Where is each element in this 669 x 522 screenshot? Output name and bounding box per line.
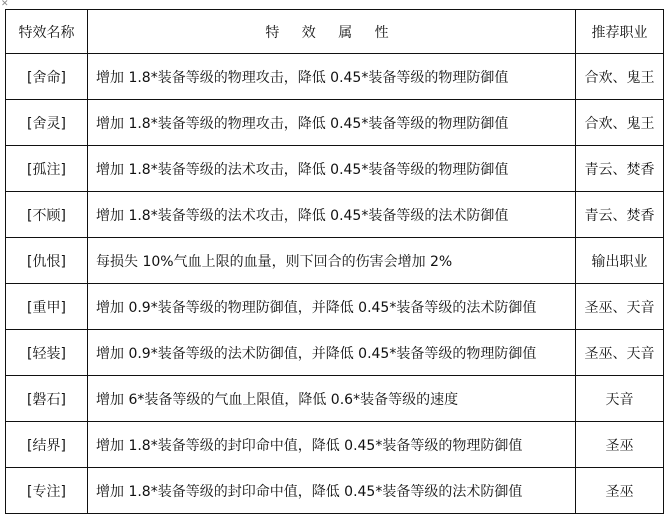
effect-description: 增加 0.9*装备等级的物理防御值，并降低 0.45*装备等级的法术防御值 (88, 284, 576, 330)
header-recommended-job: 推荐职业 (576, 10, 664, 54)
effect-description: 增加 1.8*装备等级的法术攻击，降低 0.45*装备等级的法术防御值 (88, 192, 576, 238)
effect-recommended-job: 输出职业 (576, 238, 664, 284)
effect-name: [结界] (6, 422, 88, 468)
header-effect-name: 特效名称 (6, 10, 88, 54)
corner-glyph: ✕ (1, 0, 9, 9)
special-effects-table (5, 9, 664, 514)
effect-recommended-job: 圣巫 (576, 468, 664, 514)
effect-recommended-job: 圣巫、天音 (576, 330, 664, 376)
effect-description: 增加 1.8*装备等级的物理攻击，降低 0.45*装备等级的物理防御值 (88, 100, 576, 146)
table-row (6, 192, 664, 238)
effect-name: [舍灵] (6, 100, 88, 146)
table-row (6, 422, 664, 468)
effect-recommended-job: 合欢、鬼王 (576, 54, 664, 100)
effect-name: [孤注] (6, 146, 88, 192)
effect-recommended-job: 圣巫 (576, 422, 664, 468)
table-row (6, 54, 664, 100)
effect-recommended-job: 圣巫、天音 (576, 284, 664, 330)
effect-name: [轻装] (6, 330, 88, 376)
table-row (6, 330, 664, 376)
table-row (6, 284, 664, 330)
effect-recommended-job: 青云、焚香 (576, 192, 664, 238)
effect-recommended-job: 天音 (576, 376, 664, 422)
table-header (6, 10, 664, 54)
effect-name: [不顾] (6, 192, 88, 238)
header-row (6, 10, 664, 54)
effect-description: 增加 0.9*装备等级的法术防御值，并降低 0.45*装备等级的物理防御值 (88, 330, 576, 376)
effect-name: [舍命] (6, 54, 88, 100)
effect-name: [专注] (6, 468, 88, 514)
table-row (6, 100, 664, 146)
effect-recommended-job: 合欢、鬼王 (576, 100, 664, 146)
effect-description: 增加 6*装备等级的气血上限值，降低 0.6*装备等级的速度 (88, 376, 576, 422)
table-row (6, 238, 664, 284)
effect-description: 增加 1.8*装备等级的物理攻击，降低 0.45*装备等级的物理防御值 (88, 54, 576, 100)
effect-description: 每损失 10%气血上限的血量，则下回合的伤害会增加 2% (88, 238, 576, 284)
table-row (6, 376, 664, 422)
effect-name: [磐石] (6, 376, 88, 422)
effect-description: 增加 1.8*装备等级的封印命中值，降低 0.45*装备等级的物理防御值 (88, 422, 576, 468)
effect-description: 增加 1.8*装备等级的封印命中值，降低 0.45*装备等级的法术防御值 (88, 468, 576, 514)
effect-description: 增加 1.8*装备等级的法术攻击，降低 0.45*装备等级的物理防御值 (88, 146, 576, 192)
table-row (6, 468, 664, 514)
header-effect-attribute: 特 效 属 性 (88, 10, 576, 54)
effect-recommended-job: 青云、焚香 (576, 146, 664, 192)
table-row (6, 146, 664, 192)
effect-name: [重甲] (6, 284, 88, 330)
table-body (6, 54, 664, 514)
effect-name: [仇恨] (6, 238, 88, 284)
